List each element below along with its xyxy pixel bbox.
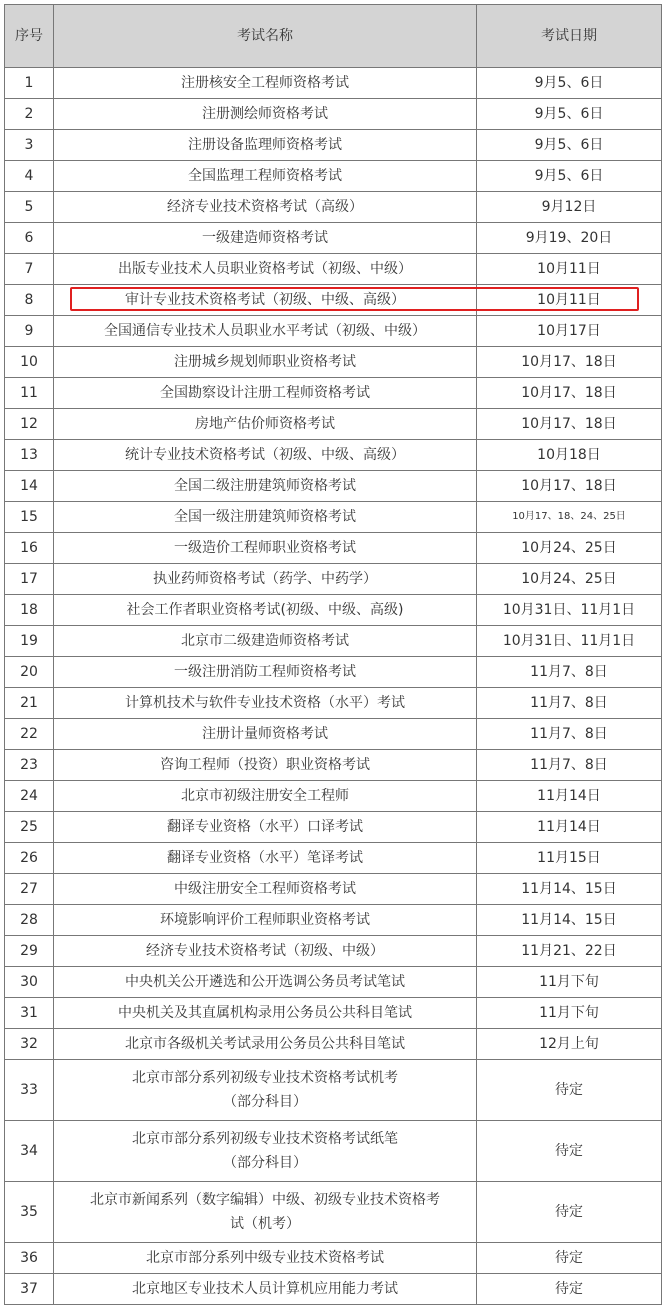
row-index: 30: [5, 967, 54, 998]
exam-name: 注册设备监理师资格考试: [54, 130, 477, 161]
table-row: [5, 68, 662, 99]
exam-name: 经济专业技术资格考试（初级、中级）: [54, 936, 477, 967]
table-row: [5, 1243, 662, 1274]
exam-name-line-1: 北京市部分系列初级专业技术资格考试机考: [132, 1070, 398, 1086]
row-index: 17: [5, 564, 54, 595]
row-index: 33: [5, 1060, 54, 1121]
row-index: 2: [5, 99, 54, 130]
row-index: 31: [5, 998, 54, 1029]
table-header: [5, 5, 662, 68]
exam-date: 11月下旬: [477, 967, 662, 998]
exam-name: 注册城乡规划师职业资格考试: [54, 347, 477, 378]
row-index: 10: [5, 347, 54, 378]
exam-date: 10月17、18、24、25日: [477, 502, 662, 533]
exam-date: 11月7、8日: [477, 719, 662, 750]
exam-name: 北京市各级机关考试录用公务员公共科目笔试: [54, 1029, 477, 1060]
table-row: [5, 378, 662, 409]
exam-name: 全国监理工程师资格考试: [54, 161, 477, 192]
exam-date: 9月19、20日: [477, 223, 662, 254]
table-row: [5, 874, 662, 905]
exam-name: 社会工作者职业资格考试(初级、中级、高级): [54, 595, 477, 626]
row-index: 21: [5, 688, 54, 719]
row-index: 9: [5, 316, 54, 347]
exam-date: 10月31日、11月1日: [477, 626, 662, 657]
header-index: 序号: [5, 5, 54, 68]
exam-date: 11月7、8日: [477, 750, 662, 781]
table-row: [5, 316, 662, 347]
table-row: [5, 719, 662, 750]
row-index: 35: [5, 1182, 54, 1243]
table-row: [5, 1029, 662, 1060]
exam-date: 11月7、8日: [477, 688, 662, 719]
row-index: 6: [5, 223, 54, 254]
exam-name-line-2: （部分科目）: [223, 1094, 307, 1110]
row-index: 1: [5, 68, 54, 99]
exam-name: 计算机技术与软件专业技术资格（水平）考试: [54, 688, 477, 719]
row-index: 34: [5, 1121, 54, 1182]
exam-name: [54, 1060, 477, 1121]
exam-name: 环境影响评价工程师职业资格考试: [54, 905, 477, 936]
exam-date: 10月11日: [477, 254, 662, 285]
table-row: [5, 626, 662, 657]
table-row: [5, 130, 662, 161]
table-row: [5, 564, 662, 595]
exam-name-line-1: 北京市新闻系列（数字编辑）中级、初级专业技术资格考: [90, 1192, 440, 1208]
exam-date: 11月下旬: [477, 998, 662, 1029]
table-row: [5, 99, 662, 130]
exam-date: 9月5、6日: [477, 99, 662, 130]
exam-date: 待定: [477, 1274, 662, 1305]
exam-name: [54, 1182, 477, 1243]
table-row: [5, 192, 662, 223]
exam-date: 10月17、18日: [477, 409, 662, 440]
table-row: [5, 502, 662, 533]
row-index: 29: [5, 936, 54, 967]
row-index: 26: [5, 843, 54, 874]
exam-date: 10月11日: [477, 285, 662, 316]
exam-name: 注册测绘师资格考试: [54, 99, 477, 130]
exam-name: 全国勘察设计注册工程师资格考试: [54, 378, 477, 409]
exam-name: 翻译专业资格（水平）口译考试: [54, 812, 477, 843]
exam-name: 经济专业技术资格考试（高级）: [54, 192, 477, 223]
exam-date: 10月17、18日: [477, 378, 662, 409]
table-row-highlighted: [5, 285, 662, 316]
exam-name: 咨询工程师（投资）职业资格考试: [54, 750, 477, 781]
header-exam-name: 考试名称: [54, 5, 477, 68]
exam-schedule-table: [4, 4, 662, 1305]
table-row: [5, 471, 662, 502]
table-row: [5, 998, 662, 1029]
exam-name: 一级建造师资格考试: [54, 223, 477, 254]
table-row: [5, 843, 662, 874]
exam-date: 10月17、18日: [477, 347, 662, 378]
row-index: 18: [5, 595, 54, 626]
exam-date: 9月5、6日: [477, 130, 662, 161]
exam-name: 翻译专业资格（水平）笔译考试: [54, 843, 477, 874]
exam-date: 待定: [477, 1060, 662, 1121]
exam-name: 中级注册安全工程师资格考试: [54, 874, 477, 905]
exam-name-line-2: （部分科目）: [223, 1155, 307, 1171]
table-body: [5, 68, 662, 1305]
row-index: 20: [5, 657, 54, 688]
table-row: [5, 657, 662, 688]
row-index: 23: [5, 750, 54, 781]
table-row: [5, 440, 662, 471]
exam-name: 注册核安全工程师资格考试: [54, 68, 477, 99]
exam-name: 北京市初级注册安全工程师: [54, 781, 477, 812]
exam-date: 11月14日: [477, 812, 662, 843]
header-row: [5, 5, 662, 68]
table-row: [5, 812, 662, 843]
table-row: [5, 533, 662, 564]
row-index: 3: [5, 130, 54, 161]
exam-name: 全国一级注册建筑师资格考试: [54, 502, 477, 533]
row-index: 19: [5, 626, 54, 657]
exam-name: 审计专业技术资格考试（初级、中级、高级）: [54, 285, 477, 316]
table-row: [5, 409, 662, 440]
table-row: [5, 967, 662, 998]
exam-name: 中央机关公开遴选和公开选调公务员考试笔试: [54, 967, 477, 998]
table-row: [5, 750, 662, 781]
exam-date: 10月17、18日: [477, 471, 662, 502]
exam-date: 12月上旬: [477, 1029, 662, 1060]
table-row: [5, 905, 662, 936]
row-index: 28: [5, 905, 54, 936]
exam-date: 待定: [477, 1243, 662, 1274]
exam-name: 全国二级注册建筑师资格考试: [54, 471, 477, 502]
header-exam-date: 考试日期: [477, 5, 662, 68]
row-index: 14: [5, 471, 54, 502]
exam-name: 一级注册消防工程师资格考试: [54, 657, 477, 688]
row-index: 7: [5, 254, 54, 285]
exam-date: 11月15日: [477, 843, 662, 874]
exam-name: 中央机关及其直属机构录用公务员公共科目笔试: [54, 998, 477, 1029]
exam-date: 10月17日: [477, 316, 662, 347]
exam-name-line-2: 试（机考）: [230, 1216, 300, 1232]
row-index: 24: [5, 781, 54, 812]
table-row: [5, 1060, 662, 1121]
row-index: 32: [5, 1029, 54, 1060]
exam-name-line-1: 北京市部分系列初级专业技术资格考试纸笔: [132, 1131, 398, 1147]
row-index: 8: [5, 285, 54, 316]
exam-name: 北京市二级建造师资格考试: [54, 626, 477, 657]
row-index: 12: [5, 409, 54, 440]
exam-date: 11月14、15日: [477, 905, 662, 936]
exam-date: 9月12日: [477, 192, 662, 223]
exam-date: 11月21、22日: [477, 936, 662, 967]
exam-date: 10月31日、11月1日: [477, 595, 662, 626]
exam-name: 注册计量师资格考试: [54, 719, 477, 750]
table-row: [5, 161, 662, 192]
row-index: 13: [5, 440, 54, 471]
exam-date: 10月24、25日: [477, 564, 662, 595]
row-index: 37: [5, 1274, 54, 1305]
row-index: 4: [5, 161, 54, 192]
exam-date: 11月14日: [477, 781, 662, 812]
exam-date: 待定: [477, 1182, 662, 1243]
exam-date: 10月18日: [477, 440, 662, 471]
exam-name: 全国通信专业技术人员职业水平考试（初级、中级）: [54, 316, 477, 347]
row-index: 36: [5, 1243, 54, 1274]
table-row: [5, 595, 662, 626]
exam-name: 出版专业技术人员职业资格考试（初级、中级）: [54, 254, 477, 285]
exam-date: 11月14、15日: [477, 874, 662, 905]
exam-name: 北京市部分系列中级专业技术资格考试: [54, 1243, 477, 1274]
exam-name: 统计专业技术资格考试（初级、中级、高级）: [54, 440, 477, 471]
exam-name: [54, 1121, 477, 1182]
table-row: [5, 254, 662, 285]
row-index: 15: [5, 502, 54, 533]
exam-date: 9月5、6日: [477, 161, 662, 192]
exam-name: 房地产估价师资格考试: [54, 409, 477, 440]
exam-name: 执业药师资格考试（药学、中药学）: [54, 564, 477, 595]
table-row: [5, 688, 662, 719]
row-index: 22: [5, 719, 54, 750]
exam-date: 9月5、6日: [477, 68, 662, 99]
row-index: 5: [5, 192, 54, 223]
exam-name: 一级造价工程师职业资格考试: [54, 533, 477, 564]
row-index: 25: [5, 812, 54, 843]
table-row: [5, 936, 662, 967]
table-row: [5, 1182, 662, 1243]
row-index: 11: [5, 378, 54, 409]
table-row: [5, 1121, 662, 1182]
table-row: [5, 223, 662, 254]
table-row: [5, 1274, 662, 1305]
table-row: [5, 347, 662, 378]
exam-date: 11月7、8日: [477, 657, 662, 688]
exam-date: 10月24、25日: [477, 533, 662, 564]
row-index: 27: [5, 874, 54, 905]
exam-name: 北京地区专业技术人员计算机应用能力考试: [54, 1274, 477, 1305]
table-row: [5, 781, 662, 812]
exam-date: 待定: [477, 1121, 662, 1182]
row-index: 16: [5, 533, 54, 564]
